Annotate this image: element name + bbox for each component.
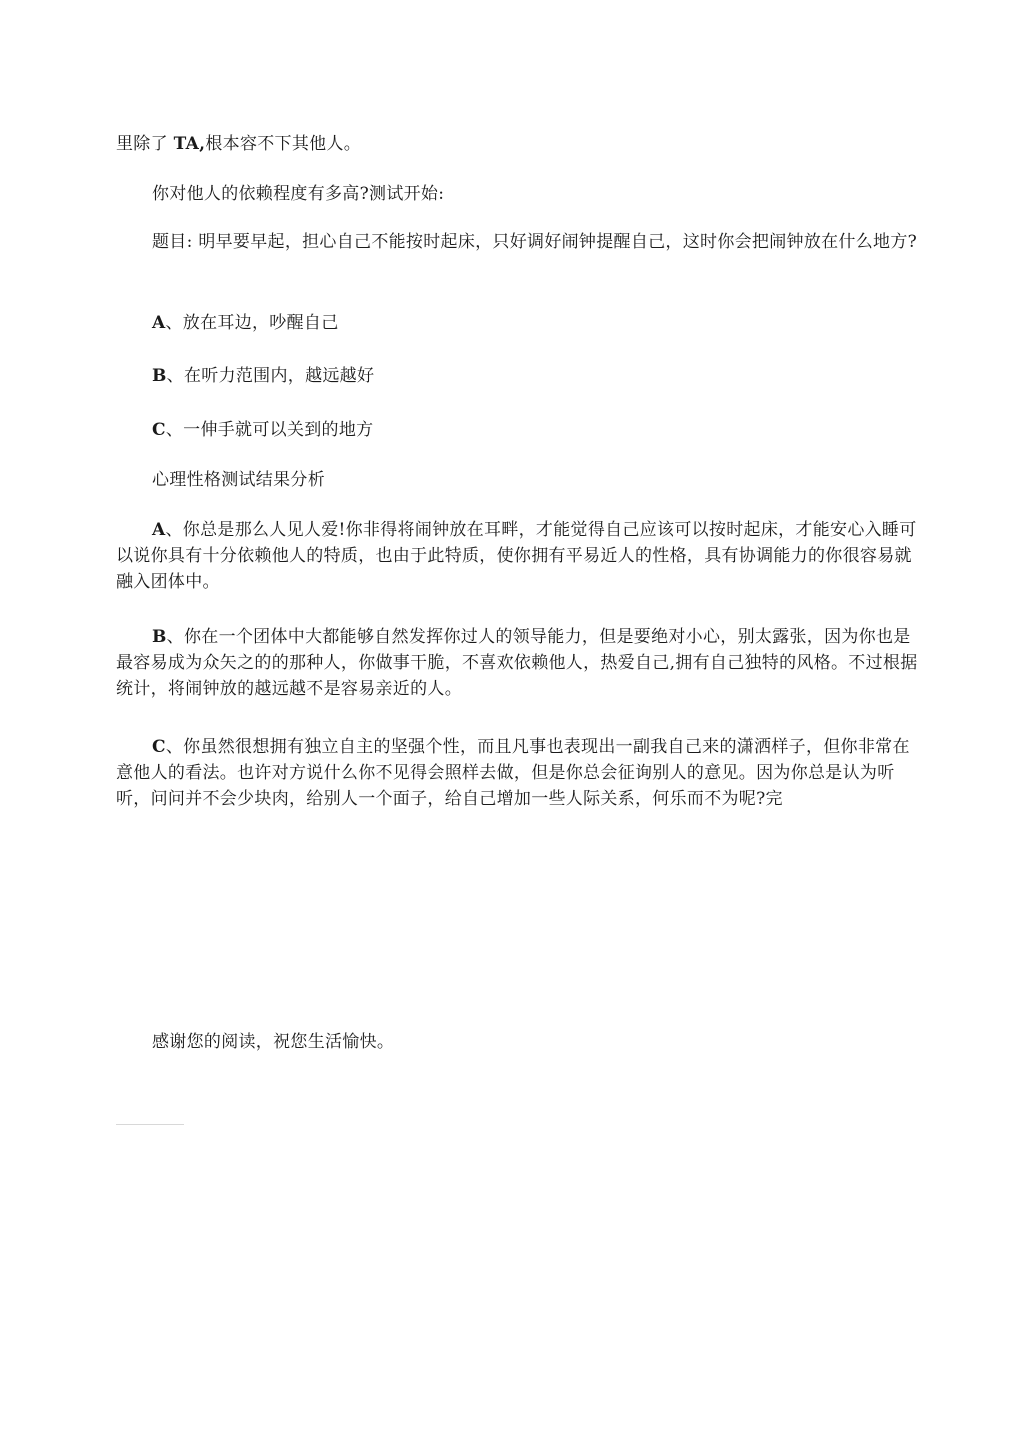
question-intro: 你对他人的依赖程度有多高?测试开始: [152, 184, 445, 204]
result-b-letter: B [152, 627, 167, 647]
option-a [152, 310, 952, 336]
intro-suffix: 根本容不下其他人。 [205, 134, 362, 154]
intro-bold: TA, [173, 134, 206, 154]
result-a-text: 、你总是那么人见人爱!你非得将闹钟放在耳畔，才能觉得自己应该可以按时起床，才能安心入睡可以说你具有十分依赖他人的特质，也由于此特质，使你拥有平易近人的性格，具有协调能力的你很容易就融入团体中。 [116, 520, 917, 592]
closing-text: 感谢您的阅读，祝您生活愉快。 [152, 1032, 395, 1052]
result-c-letter: C [152, 737, 166, 757]
option-b-letter: B [152, 366, 167, 386]
result-b-text: 、你在一个团体中大都能够自然发挥你过人的领导能力，但是要绝对小心，别太露张，因为你也是最容易成为众矢之的的那种人，你做事干脆，不喜欢依赖他人，热爱自己,拥有自己独特的风格。不过根据统计，将闹钟放的越远越不是容易亲近的人。 [116, 627, 918, 699]
footnote-divider [116, 1124, 184, 1125]
option-c-text: 、一伸手就可以关到的地方 [165, 420, 374, 440]
question-text: 题目: 明早要早起，担心自己不能按时起床，只好调好闹钟提醒自己，这时你会把闹钟放在什么地方? [152, 232, 918, 252]
result-a-letter: A [152, 520, 166, 540]
analysis-heading: 心理性格测试结果分析 [152, 470, 325, 490]
option-b [152, 363, 952, 389]
option-b-text: 、在听力范围内，越远越好 [166, 366, 375, 386]
option-c [152, 417, 952, 443]
option-a-letter: A [152, 313, 166, 333]
result-c-text: 、你虽然很想拥有独立自主的坚强个性，而且凡事也表现出一副我自己来的潇洒样子，但你非常在意他人的看法。也许对方说什么你不见得会照样去做，但是你总会征询别人的意见。因为你总是认为听听，问问并不会少块肉，给别人一个面子，给自己增加一些人际关系，何乐而不为呢?完 [116, 737, 910, 809]
intro-prefix: 里除了 [116, 134, 174, 154]
result-a [116, 517, 926, 595]
result-b [116, 624, 926, 702]
result-c [116, 734, 926, 812]
option-a-text: 、放在耳边，吵醒自己 [165, 313, 339, 333]
option-c-letter: C [152, 420, 166, 440]
intro-line [116, 131, 916, 157]
